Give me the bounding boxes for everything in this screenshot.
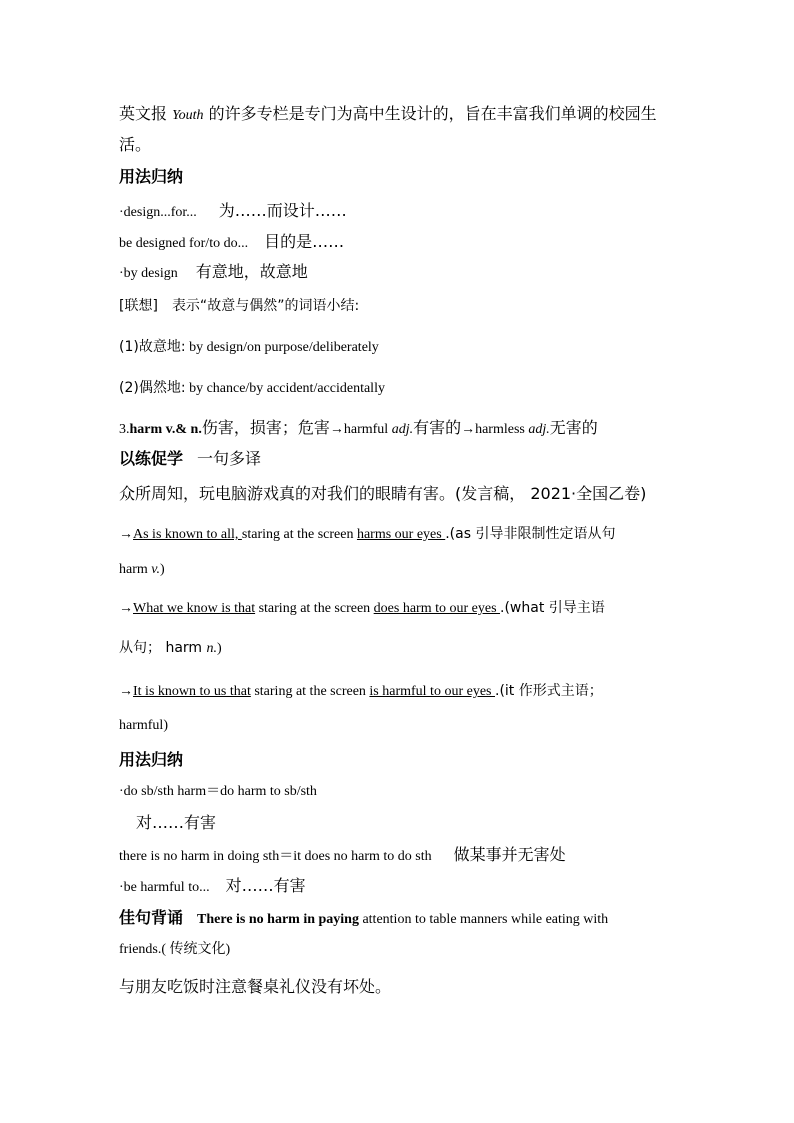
usage-item: ·do sb/sth harm＝do harm to sb/sth [119, 784, 317, 799]
answer-blank: is harmful to our eyes [369, 684, 495, 699]
model-sentence [119, 905, 675, 928]
paragraph-line [119, 101, 675, 124]
model-translation: 与朋友吃饭时注意餐桌礼仪没有坏处。 [119, 977, 392, 996]
label: (2)偶然地: [119, 380, 186, 396]
text: 从句； harm [119, 640, 207, 656]
association-item [119, 336, 675, 356]
source-sentence: 众所周知，玩电脑游戏真的对我们的眼睛有害。(发言稿， 2021·全国乙卷) [119, 484, 647, 503]
translation-1 [119, 523, 675, 543]
arrow-icon: → [461, 422, 476, 437]
vocab-entry-harm [119, 415, 675, 438]
text: staring at the screen [241, 527, 357, 542]
usage-item [119, 229, 675, 252]
text: ) [225, 942, 231, 957]
meaning: 伤害，损害；危害 [201, 418, 330, 437]
label: (1)故意地: [119, 339, 186, 355]
text: 的许多专栏是专门为高中生设计的，旨在丰富我们单调的校园生 [203, 104, 657, 123]
note: .(it 作形式主语； [495, 683, 603, 699]
pos: n. [206, 641, 217, 656]
text: ) [159, 562, 165, 577]
answer-blank: As is known to all, [133, 527, 242, 542]
text: staring at the screen [250, 684, 370, 699]
pos: v. [151, 562, 160, 577]
usage-item [119, 842, 675, 865]
arrow-icon: → [119, 684, 133, 699]
translation-1-cont [119, 561, 675, 578]
usage-meaning: 对……有害 [136, 813, 217, 832]
derived-word: harmless [475, 422, 529, 437]
newspaper-name: Youth [172, 108, 204, 123]
entry-number: 3. [119, 422, 130, 437]
phrase: there is no harm in doing sth＝it does no harm to do sth [119, 849, 432, 864]
meaning: 无害的 [549, 418, 598, 437]
meaning: 对……有害 [225, 876, 306, 895]
phrase: by design/on purpose/deliberately [185, 340, 379, 355]
note-text: 表示“故意与偶然”的词语小结: [171, 298, 360, 314]
sentence-bold: There is no harm in paying [197, 912, 359, 927]
label: 以练促学 [119, 449, 184, 468]
phrase: ·design...for... [119, 205, 197, 220]
text: harm [119, 562, 152, 577]
answer-blank: What we know is that [133, 601, 256, 616]
answer-blank: It is known to us that [133, 684, 251, 699]
translation-3-cont: harmful) [119, 718, 168, 733]
headword: harm v.& n. [129, 422, 202, 437]
pos: adj. [528, 422, 550, 437]
section-heading-usage: 用法归纳 [119, 750, 184, 769]
association-item [119, 377, 675, 397]
answer-blank: does harm to our eyes [373, 601, 501, 616]
note: .(as 引导非限制性定语从句 [445, 526, 616, 542]
arrow-icon: → [119, 601, 133, 616]
label: [联想] [119, 298, 158, 314]
phrase: by chance/by accident/accidentally [185, 381, 385, 396]
meaning: 目的是…… [264, 232, 345, 251]
translation-2 [119, 597, 675, 617]
usage-item [119, 873, 675, 896]
association-note [119, 295, 675, 315]
paragraph-line: 活。 [119, 135, 152, 154]
text: ) [217, 641, 222, 656]
note: .(what 引导主语 [500, 600, 605, 616]
translation-2-cont [119, 637, 675, 657]
phrase: be designed for/to do... [119, 236, 249, 251]
pos: adj. [391, 422, 414, 437]
text: friends.( [119, 942, 170, 957]
text: 英文报 [119, 104, 173, 123]
text: staring at the screen [255, 601, 374, 616]
section-heading-usage: 用法归纳 [119, 167, 184, 186]
meaning: 有意地，故意地 [195, 262, 308, 281]
translation-3 [119, 680, 675, 700]
derived-word: harmful [343, 422, 392, 437]
model-sentence-cont [119, 938, 675, 958]
answer-blank: harms our eyes [356, 527, 446, 542]
phrase: ·be harmful to... [119, 880, 210, 895]
subtitle: 一句多译 [197, 449, 262, 468]
meaning: 为……而设计…… [218, 201, 347, 220]
meaning: 有害的 [413, 418, 462, 437]
usage-item [119, 259, 675, 282]
meaning: 做某事并无害处 [453, 845, 566, 864]
practice-heading [119, 446, 675, 469]
phrase: ·by design [119, 266, 178, 281]
sentence: attention to table manners while eating with [358, 912, 609, 927]
arrow-icon: → [329, 422, 344, 437]
label: 佳句背诵 [119, 908, 184, 927]
usage-item [119, 198, 675, 221]
category: 传统文化 [169, 941, 226, 957]
arrow-icon: → [119, 527, 133, 542]
